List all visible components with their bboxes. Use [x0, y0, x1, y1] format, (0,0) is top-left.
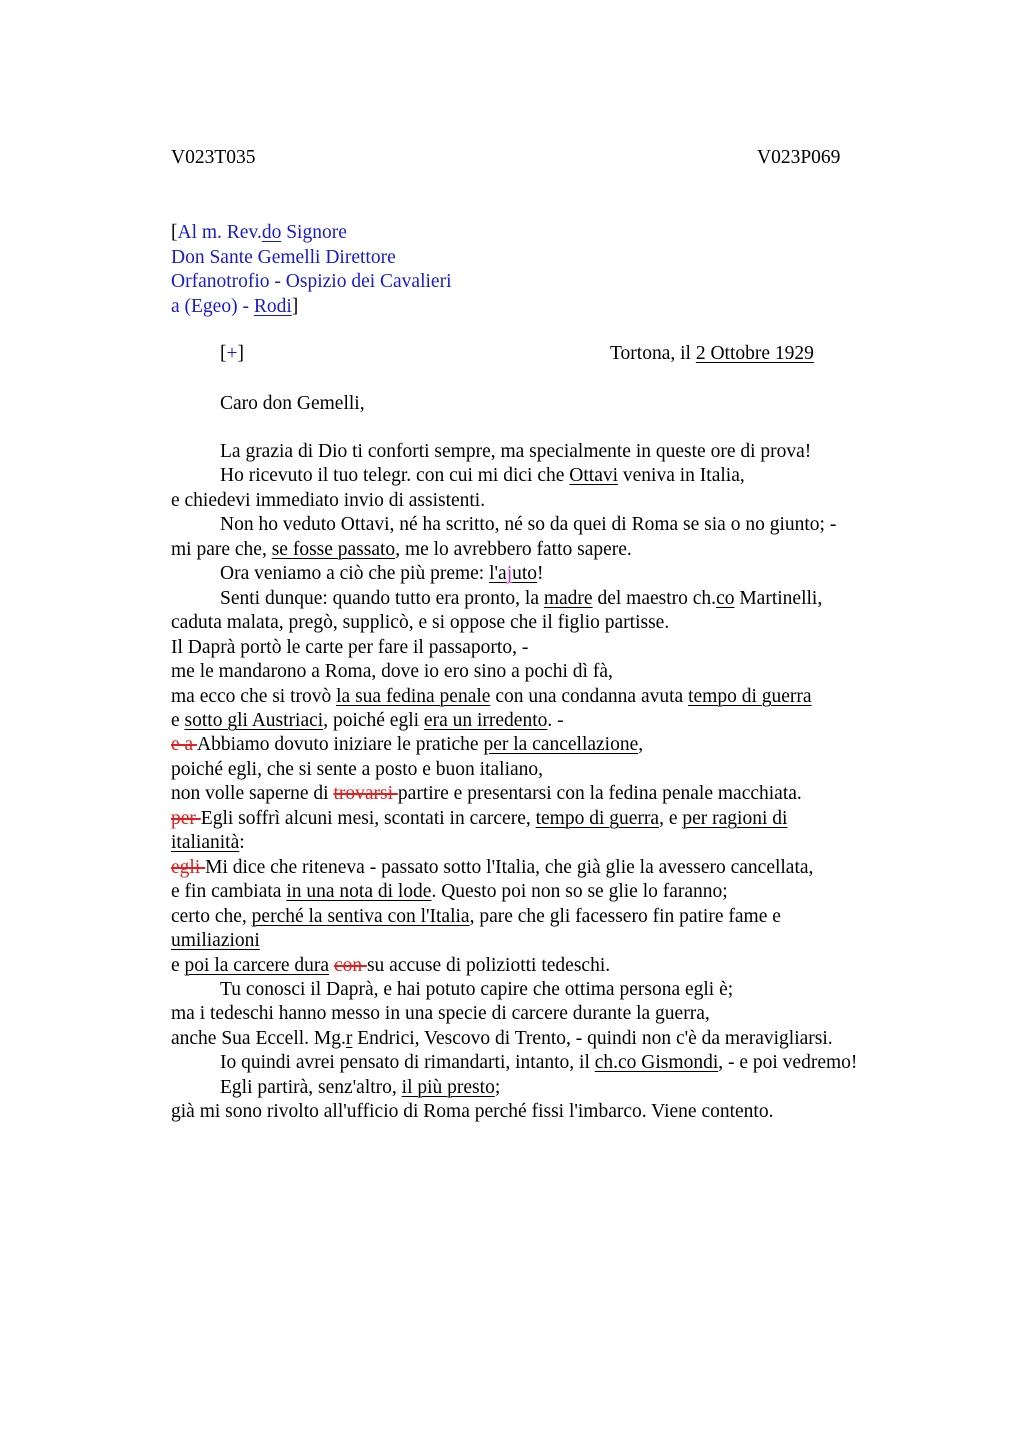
- abbreviation: do: [261, 222, 282, 243]
- text-run: del maestro ch.: [592, 587, 717, 609]
- text-run: certo che,: [171, 905, 252, 927]
- underlined-text: il più presto: [401, 1076, 495, 1098]
- text-run: !: [537, 563, 544, 585]
- text-run: Ora veniamo a ciò che più preme:: [220, 563, 490, 585]
- text-line: [171, 831, 931, 855]
- text-run: e: [171, 954, 185, 976]
- text-line: [171, 954, 931, 978]
- text-run: e: [171, 709, 185, 731]
- text-run: , pare che gli facessero fin patire fame e: [469, 905, 781, 927]
- text-line: [171, 1076, 931, 1100]
- underlined-text: co: [716, 587, 735, 609]
- text-run: Egli soffrì alcuni mesi, scontati in carcere,: [200, 807, 536, 829]
- underlined-text: umiliazioni: [171, 930, 260, 952]
- text-run: , poiché egli: [323, 709, 424, 731]
- text-run: Egli partirà, senz'altro,: [220, 1076, 402, 1098]
- underlined-text: ch.co Gismondi: [594, 1052, 719, 1074]
- text-line: [171, 880, 931, 904]
- text-run: ma ecco che si trovò: [171, 685, 337, 707]
- text-line: già mi sono rivolto all'ufficio di Roma perché fissi l'imbarco. Viene contento.: [171, 1101, 774, 1123]
- place: Tortona, il: [610, 343, 696, 364]
- text-run: . -: [547, 709, 564, 731]
- underlined-text: perché la sentiva con l'Italia: [251, 905, 470, 927]
- cross-mark: [220, 343, 244, 365]
- text-run: Senti dunque: quando tutto era pronto, la: [220, 587, 544, 609]
- text-line: me le mandarono a Roma, dove io ero sino a pochi dì fà,: [171, 661, 613, 683]
- address-line: [171, 221, 452, 246]
- underlined-text: Ottavi: [569, 465, 619, 487]
- text-line: [171, 587, 931, 611]
- text-run: Martinelli,: [734, 587, 823, 609]
- text-line: poiché egli, che si sente a posto e buon italiano,: [171, 758, 544, 780]
- text-line: [171, 782, 931, 806]
- text-run: con una condanna avuta: [490, 685, 689, 707]
- text-line: caduta malata, pregò, supplicò, e si oppose che il figlio partisse.: [171, 612, 670, 634]
- text-run: , me lo avrebbero fatto sapere.: [395, 538, 632, 560]
- underlined-text: sotto gli Austriaci: [184, 709, 324, 731]
- deletion: con: [333, 954, 367, 976]
- text-run: non volle saperne di: [171, 783, 334, 805]
- document-code: V023T035: [171, 147, 256, 168]
- underlined-text: in una nota di lode: [286, 881, 432, 903]
- text-run: veniva in Italia,: [618, 465, 745, 487]
- insertion: j: [506, 563, 513, 585]
- text-run: , e: [659, 807, 683, 829]
- text-line: [171, 464, 931, 488]
- text-run: . Questo poi non so se glie lo faranno;: [431, 881, 728, 903]
- text-run: Mi dice che riteneva - passato sotto l'Italia, che già glie la avessero cancellata,: [205, 856, 814, 878]
- underlined-text: tempo di guerra: [688, 685, 812, 707]
- salutation: Caro don Gemelli,: [220, 393, 365, 414]
- underlined-text: tempo di guerra: [535, 807, 660, 829]
- deletion: e a: [171, 734, 197, 756]
- date: 2 Ottobre 1929: [695, 343, 814, 364]
- text-line: [171, 929, 931, 953]
- underlined-place: Rodi: [253, 295, 292, 317]
- text-run: su accuse di poliziotti tedeschi.: [366, 954, 611, 976]
- bracket: ]: [237, 343, 244, 364]
- text-line: Il Daprà portò le carte per fare il passaporto, -: [171, 636, 529, 658]
- text-line: ma i tedeschi hanno messo in una specie di carcere durante la guerra,: [171, 1003, 710, 1025]
- dateline: [610, 343, 814, 365]
- bracket: [: [220, 343, 227, 364]
- underlined-text: r: [345, 1027, 353, 1049]
- address-text: Al m. Rev.: [177, 222, 262, 243]
- text-run: ;: [494, 1076, 501, 1098]
- text-line: e chiedevi immediato invio di assistenti.: [171, 489, 486, 511]
- text-line: Non ho veduto Ottavi, né ha scritto, né so da quei di Roma se sia o no giunto; -: [220, 514, 837, 536]
- text-run: Endrici, Vescovo di Trento, - quindi non c'è da meravigliarsi.: [352, 1027, 833, 1049]
- cross-icon: +: [226, 343, 238, 364]
- recipient-address: [171, 221, 452, 319]
- text-line: [171, 709, 931, 733]
- bracket: [: [171, 222, 178, 243]
- text-line: [171, 685, 931, 709]
- letter-body: [171, 440, 931, 1125]
- underlined-text: la sua fedina penale: [336, 685, 491, 707]
- address-line: [171, 295, 452, 320]
- text-line: [171, 905, 931, 929]
- underlined-text: per la cancellazione: [483, 734, 639, 756]
- address-line: Don Sante Gemelli Direttore: [171, 246, 396, 268]
- address-text: Signore: [281, 222, 347, 243]
- text-line: [171, 1051, 931, 1075]
- text-line: [171, 856, 931, 880]
- underlined-text: madre: [543, 587, 593, 609]
- underlined-text: poi la carcere dura: [184, 954, 330, 976]
- text-line: [171, 807, 931, 831]
- text-run: partire e presentarsi con la fedina penale macchiata.: [397, 783, 802, 805]
- text-line: [171, 562, 931, 586]
- underlined-text: per ragioni di: [682, 807, 788, 829]
- text-run: mi pare che,: [171, 538, 272, 560]
- deletion: egli: [171, 856, 206, 878]
- page-code: V023P069: [757, 147, 841, 168]
- address-line: Orfanotrofio - Ospizio dei Cavalieri: [171, 271, 452, 292]
- text-run: Io quindi avrei pensato di rimandarti, intanto, il: [220, 1052, 595, 1074]
- text-run: Ho ricevuto il tuo telegr. con cui mi dici che: [220, 465, 570, 487]
- text-line: [171, 1027, 931, 1051]
- underlined-text: se fosse passato: [271, 538, 396, 560]
- text-run: Abbiamo dovuto iniziare le pratiche: [196, 734, 484, 756]
- deletion: trovarsi: [333, 783, 398, 805]
- deletion: per: [171, 807, 201, 829]
- text-run: ,: [638, 734, 644, 756]
- underlined-text: l'a: [489, 563, 507, 585]
- bracket: ]: [291, 295, 299, 317]
- underlined-text: era un irredento: [423, 709, 548, 731]
- text-run: anche Sua Eccell. Mg.: [171, 1027, 346, 1049]
- text-run: :: [239, 832, 245, 854]
- text-run: , - e poi vedremo!: [718, 1052, 858, 1074]
- text-run: e fin cambiata: [171, 881, 287, 903]
- text-line: [171, 538, 931, 562]
- underlined-text: uto: [512, 563, 538, 585]
- text-line: [171, 733, 931, 757]
- underlined-text: italianità: [171, 832, 240, 854]
- text-line: La grazia di Dio ti conforti sempre, ma specialmente in queste ore di prova!: [220, 441, 812, 462]
- text-line: Tu conosci il Daprà, e hai potuto capire che ottima persona egli è;: [220, 978, 734, 1000]
- address-text: a (Egeo) -: [171, 295, 254, 317]
